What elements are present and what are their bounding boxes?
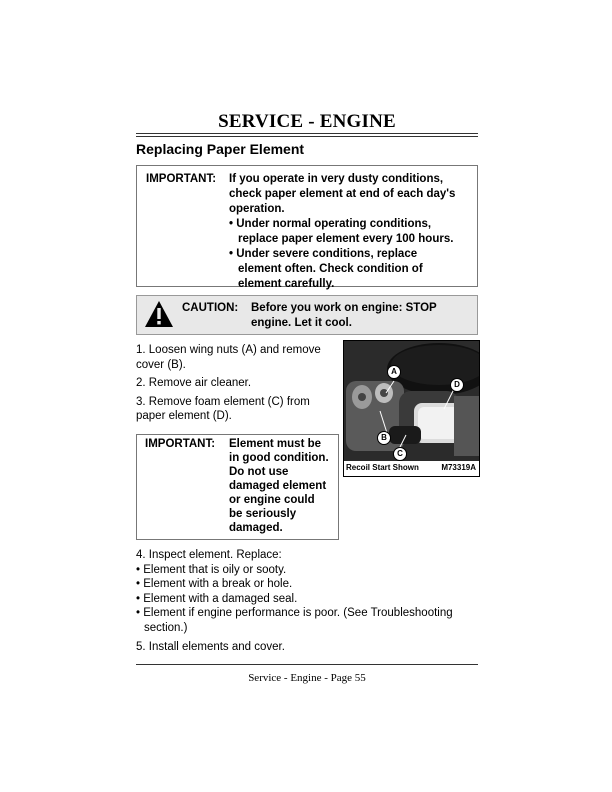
warning-triangle-icon (144, 300, 174, 328)
caution-text: Before you work on engine: STOP engine. Let it cool. (251, 302, 437, 329)
important-label: IMPORTANT: (146, 173, 217, 185)
page-title: SERVICE - ENGINE (218, 111, 396, 132)
callout-d: D (450, 378, 464, 392)
list-item: • Element if engine performance is poor. (See Troubleshooting (136, 607, 453, 619)
list-item: • Element that is oily or sooty. (136, 563, 287, 576)
list-item: • Element with a break or hole. (136, 578, 293, 590)
list-item: • Element with a damaged seal. (136, 592, 298, 605)
figure-id: M73319A (441, 463, 476, 472)
important-text: Element must be in good condition. Do not use damaged element or engine could be seriously damaged. (229, 438, 329, 534)
engine-photo (343, 340, 480, 477)
page-footer: Service - Engine - Page 55 (248, 672, 366, 684)
important-label: IMPORTANT: (145, 438, 216, 450)
footer-rule (136, 664, 478, 665)
figure-caption: Recoil Start Shown (346, 463, 419, 472)
bullet-item: • Under severe conditions, replace (229, 248, 418, 260)
title-rule-bottom (136, 136, 478, 137)
title-rule-top (136, 133, 478, 134)
bullet-item: • Under normal operating conditions, (229, 218, 432, 230)
important-box-2 (136, 434, 339, 540)
step-4: 4. Inspect element. Replace: • Element that is oily or sooty. • Element with a break or hole. • Element with a damaged seal. • Element if engine performance is poor. (See Troubleshooting section.) 5. Install elements and cover. (136, 548, 478, 655)
important-box-1 (136, 165, 478, 290)
callout-c: C (393, 447, 407, 461)
section-heading: Replacing Paper Element (136, 141, 305, 157)
callout-b: B (377, 431, 391, 445)
caution-label: CAUTION: (182, 302, 239, 314)
caution-box (136, 295, 478, 335)
steps-list: 1. Loosen wing nuts (A) and remove cover (B). 2. Remove air cleaner. 3. Remove foam element (C) from paper element (D). (136, 344, 321, 422)
important-text: If you operate in very dusty conditions, check paper element at end of each day's operation. • Under normal operating conditions, replace paper element every 100 hours. • Under severe conditions, replace element often. Check condition of element carefully. (229, 173, 456, 290)
callout-a: A (387, 365, 401, 379)
step-5: 5. Install elements and cover. (136, 641, 285, 653)
